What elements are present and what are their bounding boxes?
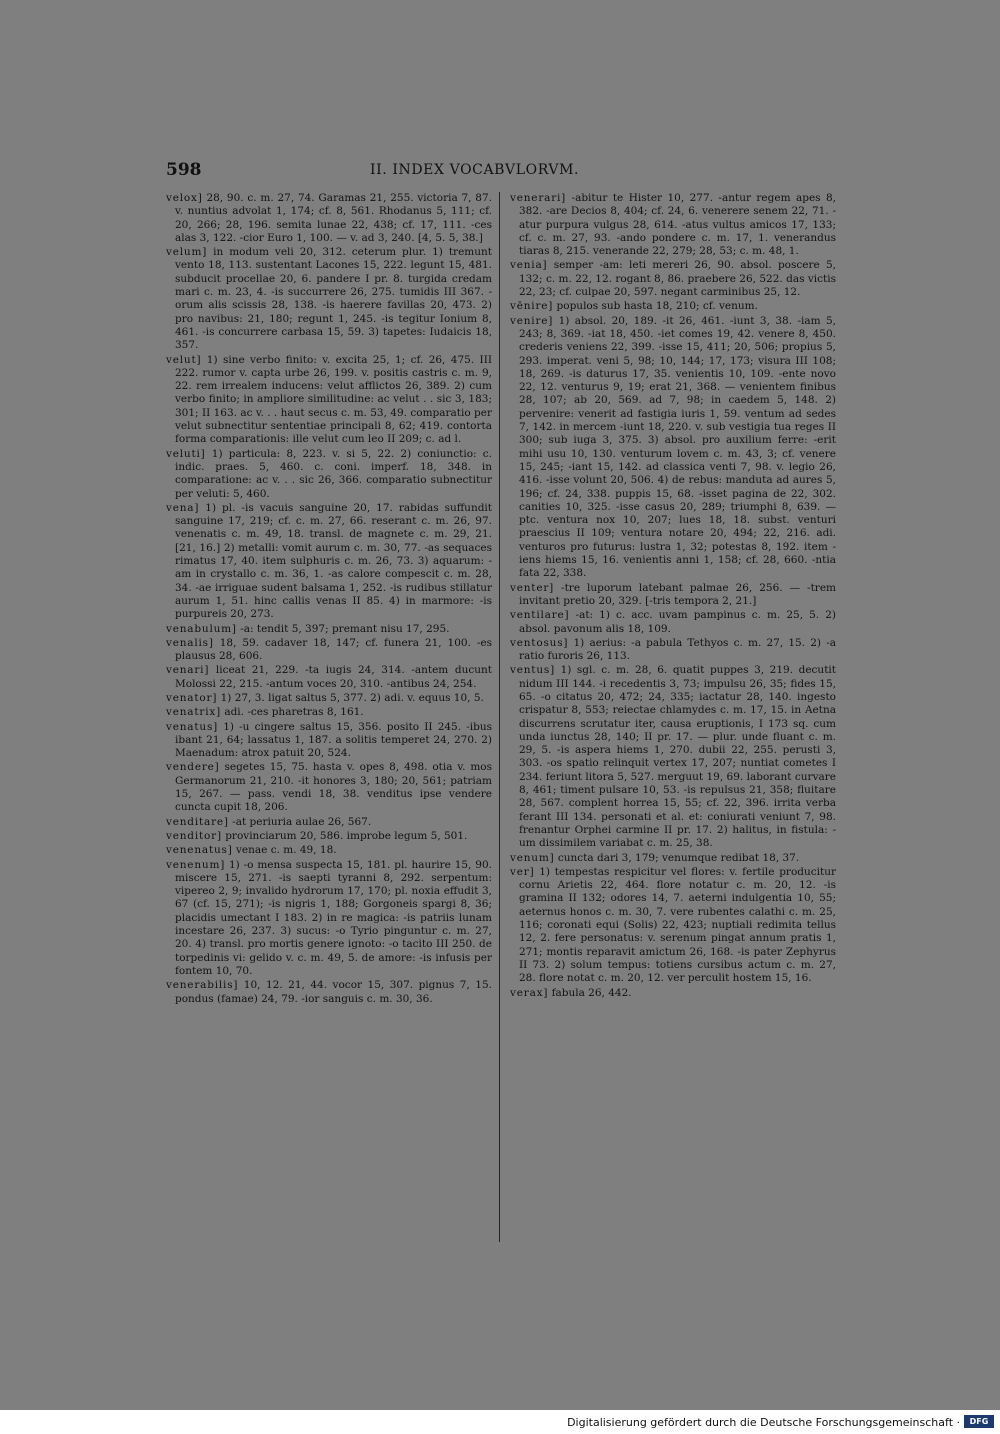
entry-text: venae c. m. 49, 18. [235,844,337,857]
entry-lemma: venalis] [166,636,214,649]
dictionary-entry [166,637,492,664]
entry-lemma: ver] [510,865,535,878]
entry-text: 1) absol. 20, 189. -it 26, 461. -iunt 3, 38. -iam 5, 243; 8, 369. -iat 18, 450. -iet comes 19, 42. venere 8, 450. crederis veniens 22, 399. -isse 15, 411; 20, 506; propius 5, 293. imperat. veni 5, 98; 10, 144; 17, 173; visura III 108; 18, 269. -is daturus 17, 35. venientis 10, 109. -ente novo 22, 12. venturus 9, 19; erat 21, 368. — venientem finibus 28, 107; ab 20, 569. ad 7, 98; in caedem 5, 148. 2) pervenire: venerit ad fastigia iuris 1, 59. ventum ad sedes 7, 142. in mercem -iunt 18, 220. v. sub vestigia tua reges II 300; sub iuga 3, 375. 3) absol. pro auxilium ferre: -erit mihi usu 10, 130. venturum lovem c. m. 43, 3; cf. venere 15, 245; -iant 15, 142. ad classica venti 7, 98. v. legio 26, 416. -isse volunt 20, 506. 4) de rebus: manduta ad aures 5, 196; cf. 24, 338. puppis 15, 68. -isset pagina de 22, 302. canities 10, 325. -isse casus 20, 289; triumphi 8, 639. — ptc. ventura nox 10, 207; lues 18, 18. subst. venturi praescius II 109; ventura notare 20, 494; 22, 216. adi. venturos pro futurus: lustra 1, 32; potestas 8, 192. item -iens hiems 15, 16. venientis anni 1, 158; cf. 28, 660. -ntia fata 22, 338. [519,314,836,580]
dictionary-entry [166,354,492,447]
entry-lemma: venenum] [166,858,226,871]
dictionary-entry [166,706,492,719]
entry-lemma: venator] [166,691,218,704]
running-head: II. INDEX VOCABVLORVM. [370,162,580,178]
entry-text: cuncta dari 3, 179; venumque redibat 18, 37. [557,851,800,864]
entry-lemma: vena] [166,501,200,514]
entry-lemma: venatrix] [166,706,221,719]
entry-lemma: venia] [510,259,548,272]
entry-lemma: vendere] [166,761,220,774]
dictionary-entry [510,664,836,850]
entry-text: 1) aerius: -a pabula Tethyos c. m. 27, 15. 2) -a ratio furoris 26, 113. [519,636,836,663]
dictionary-entry [510,609,836,636]
entry-text: provinciarum 20, 586. improbe legum 5, 501. [225,829,468,842]
entry-lemma: venditare] [166,815,229,828]
entry-text: 28, 90. c. m. 27, 74. Garamas 21, 255. victoria 7, 87. v. nuntius advolat 1, 174; cf. 8, 561. Rhodanus 5, 111; cf. 20, 266; 28, 196. semita lunae 22, 438; cf. 17, 111. -ces alas 3, 122. -cior Euro 1, 100. — v. ad 3, 240. [4, 5. 5, 38.] [175,192,492,244]
dictionary-entry [166,448,492,501]
column-divider [499,192,500,1242]
entry-text: adi. -ces pharetras 8, 161. [224,706,364,719]
dictionary-entry [510,315,836,581]
dictionary-entry [166,859,492,979]
entry-text: liceat 21, 229. -ta iugis 24, 314. -antem ducunt Molossi 22, 215. -antum voces 20, 310. -antibus 24, 254. [175,664,492,690]
dictionary-entry [166,761,492,814]
dictionary-entry [166,664,492,691]
entry-lemma: verax] [510,986,549,999]
dfg-logo: DFG [964,1415,994,1428]
entry-lemma: venditor] [166,829,222,842]
entry-text: 1) 27, 3. ligat saltus 5, 377. 2) adi. v. equus 10, 5. [220,691,484,704]
entry-lemma: vēnire] [510,300,554,313]
dictionary-entry [510,852,836,865]
entry-text: 10, 12. 21, 44. vocor 15, 307. pignus 7, 15. pondus (famae) 24, 79. -ior sanguis c. m. 30, 36. [175,979,492,1005]
dictionary-entry [510,987,836,1000]
entry-text: -a: tendit 5, 397; premant nisu 17, 295. [240,622,450,635]
dictionary-entry [166,692,492,705]
dictionary-entry [510,300,836,313]
page-number: 598 [166,160,202,180]
dictionary-entry [510,192,836,258]
footer-bar [0,1410,1000,1434]
entry-text: fabula 26, 442. [551,986,632,999]
entry-lemma: venter] [510,581,555,594]
entry-text: semper -am: leti mereri 26, 90. absol. poscere 5, 132; c. m. 22, 12. rogant 8, 86. praebere 26, 522. das victis 22, 23; cf. culpae 20, 597. negant carminibus 25, 12. [519,259,836,299]
entry-lemma: velox] [166,192,203,204]
entry-text: populos sub hasta 18, 210; cf. venum. [556,300,758,313]
entry-text: 1) tempestas respicitur vel flores: v. fertile producitur cornu Arietis 22, 464. flore notatur c. m. 20, 12. -is gramina II 132; odores 14, 7. aeterni indulgentia 10, 55; aeternus honos c. m. 30, 7. vere rubentes calathi c. m. 25, 116; coronati equi (Solis) 22, 423; nuptiali redimita tellus 12, 2. fere personatus: v. serenum pingat annum pratis 1, 271; montis reparavit amictum 26, 168. -is pater Zephyrus II 73. 2) solum tempus: totiens cursibus actum c. m. 27, 28. flore notat c. m. 20, 12. ver perculit hostem 15, 16. [519,865,837,985]
dictionary-entry [166,502,492,622]
footer-text: Digitalisierung gefördert durch die Deutsche Forschungsgemeinschaft · [567,1416,960,1429]
dictionary-entry [510,866,836,986]
entry-lemma: ventus] [510,664,555,677]
entry-text: 18, 59. cadaver 18, 147; cf. funera 21, 100. -es plausus 28, 606. [175,636,492,663]
dictionary-entry [166,623,492,636]
entry-lemma: venum] [510,851,555,864]
entry-lemma: venari] [166,664,210,677]
entry-lemma: venatus] [166,720,219,733]
dictionary-entry [166,830,492,843]
dictionary-entry [166,816,492,829]
entry-lemma: velut] [166,353,202,366]
entry-text: 1) sine verbo finito: v. excita 25, 1; cf. 26, 475. III 222. rumor v. capta urbe 26, 199. v. positis castris c. m. 9, 22. rem irrealem inducens: velut afflictos 26, 389. 2) cum verbo finito; in ampliore similitudine: ac velut . . sic 3, 183; 301; II 163. ac v. . . haut secus c. m. 53, 49. comparatio per velut subnectitur sententiae principali 8, 62; 419. contorta forma comparationis: ille velut cum leo II 209; c. ad l. [175,353,492,446]
entry-text: segetes 15, 75. hasta v. opes 8, 498. otia v. mos Germanorum 21, 210. -it honores 3, 180; 20, 561; patriam 15, 267. — pass. vendi 18, 38. venditus ipse vendere cuncta cupit 18, 206. [175,761,492,814]
entry-lemma: veluti] [166,447,206,460]
entry-text: -at: 1) c. acc. uvam pampinus c. m. 25, 5. 2) absol. pavonum alis 18, 109. [519,609,836,635]
entry-text: in modum veli 20, 312. ceterum plur. 1) tremunt vento 18, 113. sustentant Lacones 15, 222. legunt 15, 481. subducit procellae 20, 6. pandere I pr. 8. turgida credam mari c. m. 23, 4. -is succurrere 26, 275. tumidis III 367. -orum alis scissis 28, 138. -is haerere favillas 20, 473. 2) pro navibus: 21, 180; regunt 1, 245. -is tegitur Ionium 8, 461. -is concurrere carbasa 15, 59. 3) tapetes: Iudaicis 18, 357. [175,246,492,352]
dictionary-entry [166,844,492,857]
dictionary-entry [510,637,836,664]
dictionary-entry [510,582,836,609]
entry-lemma: venerabilis] [166,979,239,992]
right-column [510,192,836,1001]
entry-lemma: venerari] [510,192,567,204]
entry-text: 1) sgl. c. m. 28, 6. quatit puppes 3, 219. decutit nidum III 144. -i recedentis 3, 73; impulsu 26, 35; fides 15, 65. -o citatus 20, 472; 24, 335; iactatur 28, 140. ingesto crispatur 8, 553; reiectae chlamydes c. m. 17, 15. in Aetna discurrens scrutatur iter, causa eruptionis, I 173 sq. cum unda iunctus 28, 140; II pr. 17. — plur. unde fluant c. m. 29, 5. -is aspera hiems 1, 270. dubii 22, 255. perusti 3, 303. -os spatio relinquit vertex 17, 207; nuntiat cometes I 234. feriunt litora 5, 527. merguut 19, 69. laborant curvare 8, 461; timent pulsare 10, 53. -is repulsus 21, 358; fluitare 28, 567. complent horrea 15, 55; cf. 22, 396. irrita verba ferant III 134. personati et al. et: coniurati veniunt 7, 98. frenantur Orphei carmine II pr. 17. 2) halitus, in fistula: -um dissimilem variabat c. m. 25, 38. [519,664,836,850]
dictionary-entry [166,246,492,352]
dictionary-entry [166,192,492,245]
dictionary-entry [510,259,836,299]
dictionary-entry [166,979,492,1006]
left-column [166,192,492,1007]
entry-text: 1) pl. -is vacuis sanguine 20, 17. rabidas suffundit sanguine 17, 219; cf. c. m. 27, 66. reserant c. m. 26, 97. venenatis c. m. 49, 18. transl. de magnete c. m. 29, 21. [21, 16.] 2) metalli: vomit aurum c. m. 30, 77. -as sequaces rimatus 17, 40. item sulphuris c. m. 26, 73. 3) aquarum: -am in crystallo c. m. 36, 1. -as calore compescit c. m. 28, 34. -ae irriguae sudent balsama 1, 252. -is rudibus stillatur aurum 1, 51. hinc callis venas II 85. 4) in marmore: -is purpureis 20, 273. [175,501,493,621]
entry-lemma: ventilare] [510,609,570,622]
entry-text: -at periuria aulae 26, 567. [232,815,372,828]
entry-text: -tre luporum latebant palmae 26, 256. — -trem invitant pretio 20, 329. [-tris tempora 2, 21.] [519,581,836,607]
entry-text: 1) -u cingere saltus 15, 356. posito II 245. -ibus ibant 21, 64; lassatus 1, 187. a solitis temperet 24, 270. 2) Maenadum: atrox patuit 20, 524. [175,720,492,760]
entry-lemma: venire] [510,314,554,327]
entry-lemma: velum] [166,246,208,259]
entry-text: -abitur te Hister 10, 277. -antur regem apes 8, 382. -are Decios 8, 404; cf. 24, 6. venerere senem 22, 71. -atur purpura vulgus 28, 614. -atus vultus amicos 17, 133; cf. c. m. 27, 93. -ando pondere c. m. 17, 1. venerandus tiaras 8, 215. venerande 22, 279; 28, 53; c. m. 48, 1. [519,192,836,258]
dictionary-entry [166,721,492,761]
entry-text: 1) particula: 8, 223. v. si 5, 22. 2) coniunctio: c. indic. praes. 5, 460. c. coni. imperf. 18, 348. in comparatione: ac v. . . sic 26, 366. comparatio subnectitur per veluti: 5, 460. [175,447,493,500]
entry-lemma: venenatus] [166,844,233,857]
entry-lemma: ventosus] [510,636,569,649]
entry-lemma: venabulum] [166,622,237,635]
entry-text: 1) -o mensa suspecta 15, 181. pl. haurire 15, 90. miscere 15, 271. -is saepti tyranni 8, 292. serpentum: vipereo 2, 9; invalido hydrorum 17, 170; pl. noxia effudit 3, 67 (cf. 15, 271); -is nigris 1, 188; Gorgoneis spargi 8, 36; placidis umectant I 183. 2) in re magica: -is patriis lunam incestare 26, 237. 3) sucus: -o Tyrio pinguntur c. m. 27, 20. 4) transl. pro mortis genere ignoto: -o tacito III 250. de torpedinis vi: gelido v. c. m. 49, 5. de amore: -is infusis per fontem 10, 70. [175,858,492,977]
